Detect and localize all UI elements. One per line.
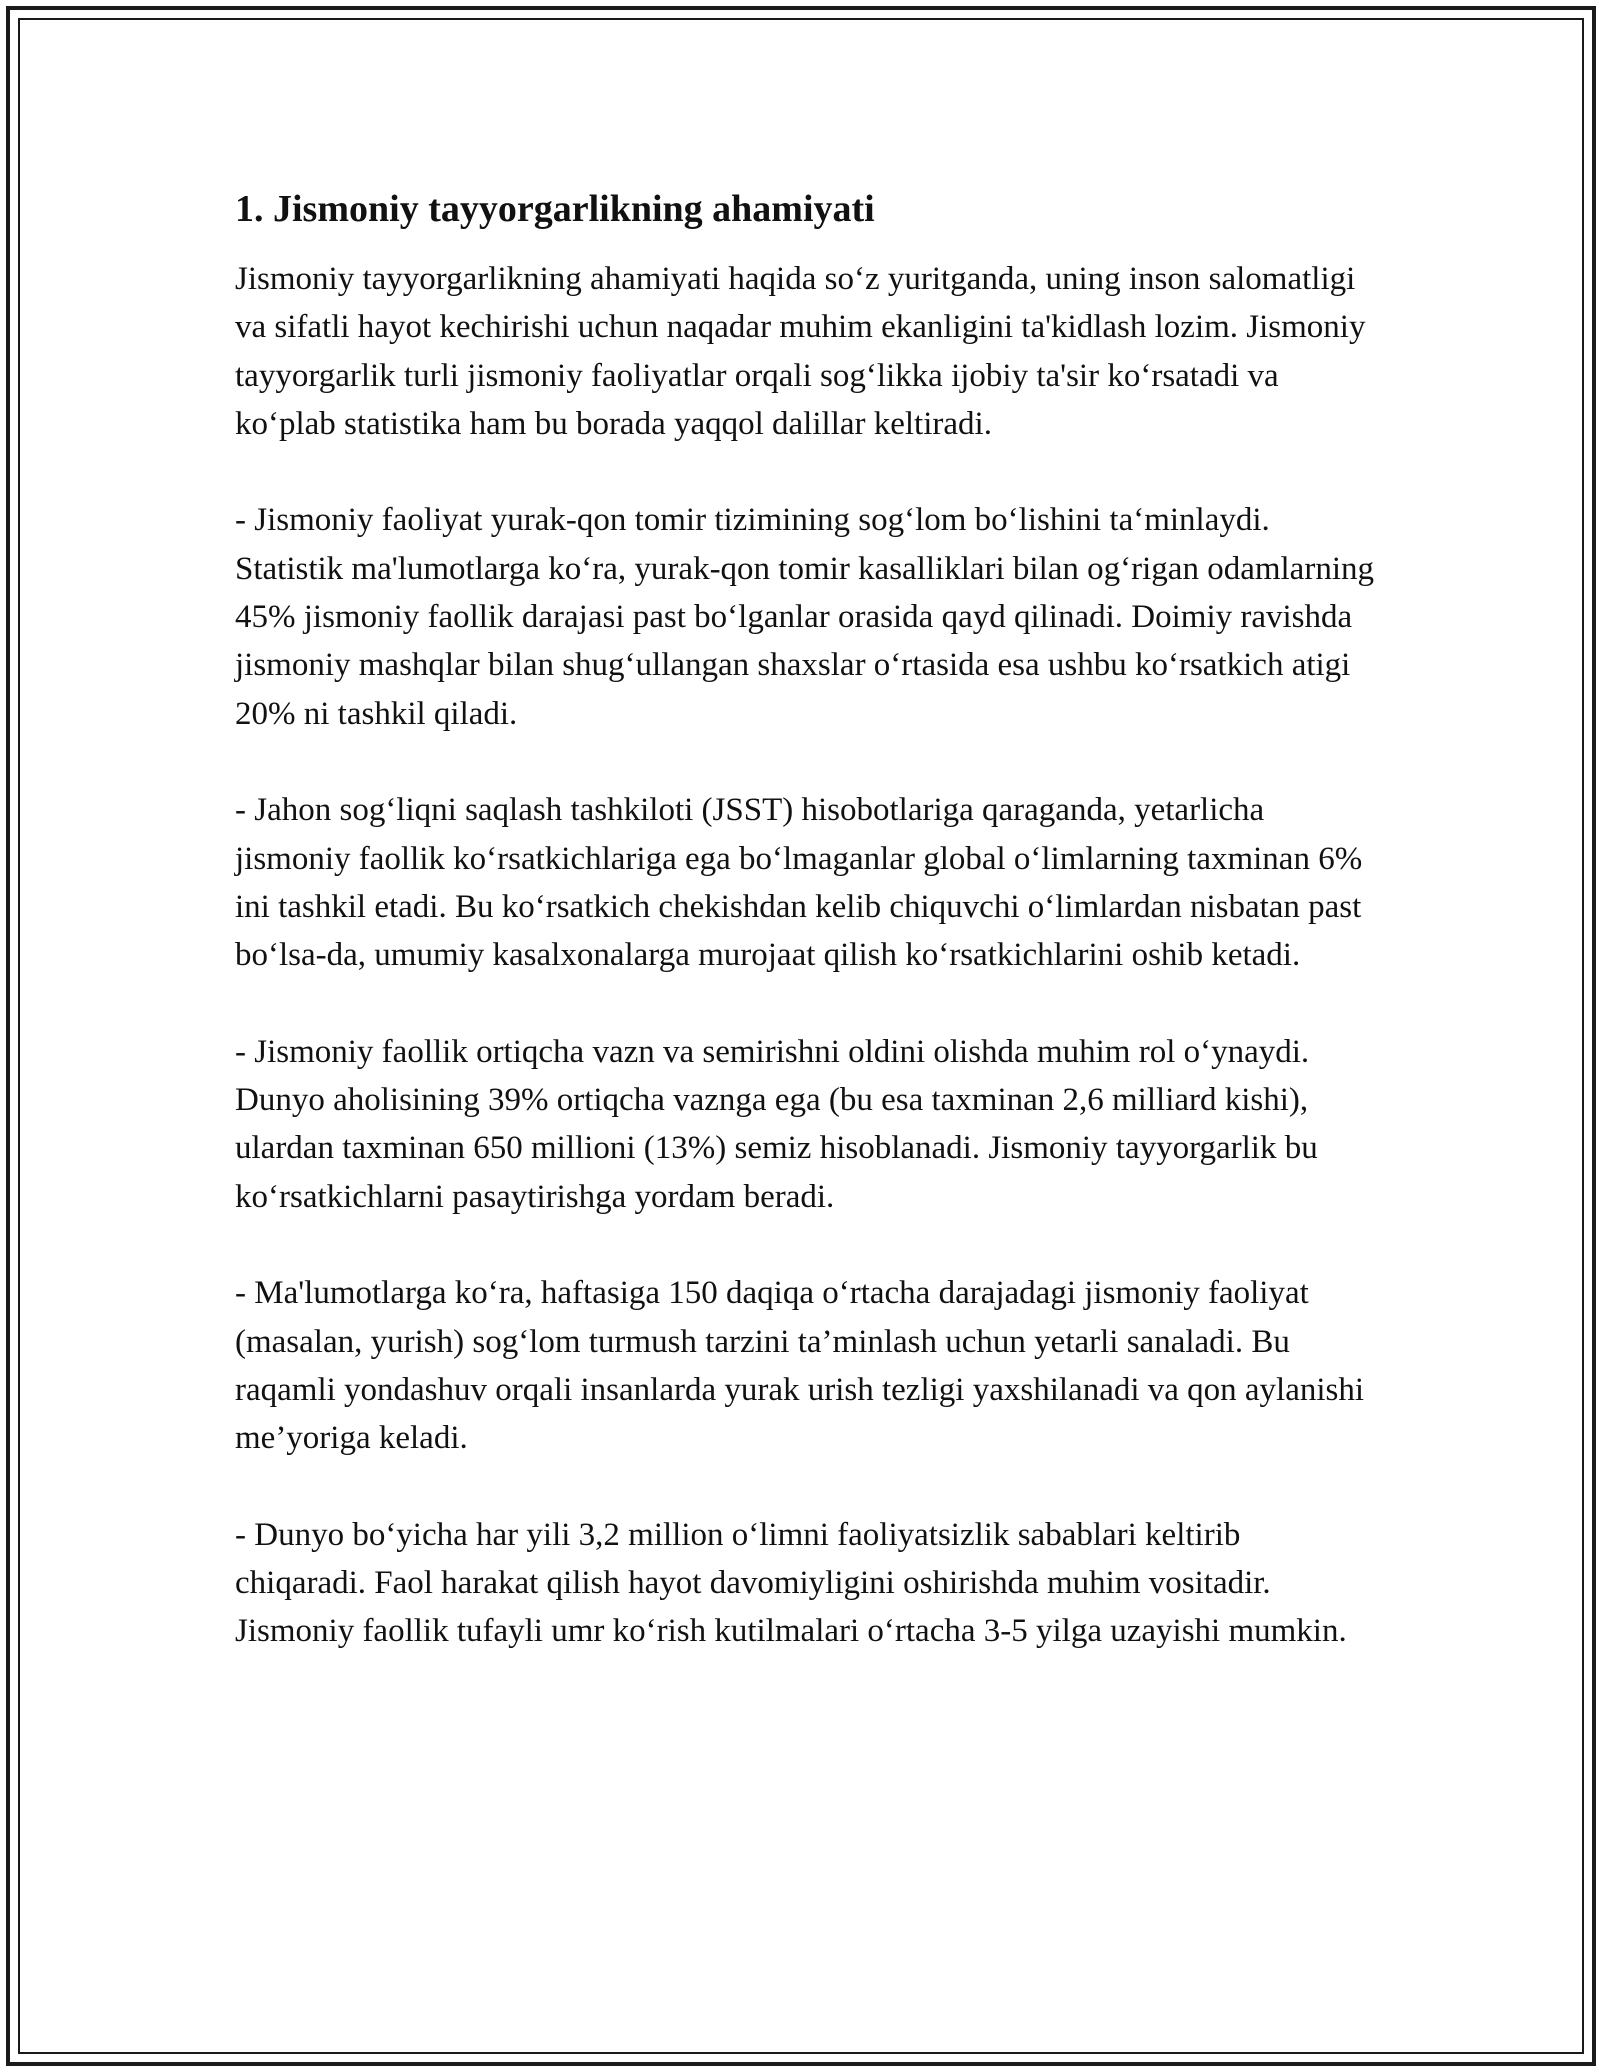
- paragraph-cardiovascular: - Jismoniy faoliyat yurak-qon tomir tizimining sogʻlom boʻlishini taʻminlaydi. Statistik ma'lumotlarga koʻra, yurak-qon tomir kasalliklari bilan ogʻrigan odamlarning 45% jismoniy faollik darajasi past boʻlganlar orasida qayd qilinadi. Doimiy ravishda jismoniy mashqlar bilan shugʻullangan shaxslar oʻrtasida esa ushbu koʻrsatkich atigi 20% ni tashkil qiladi.: [235, 502, 1374, 732]
- paragraph-weekly-activity: - Ma'lumotlarga koʻra, haftasiga 150 daqiqa oʻrtacha darajadagi jismoniy faoliyat (masalan, yurish) sogʻlom turmush tarzini ta’minlash uchun yetarli sanaladi. Bu raqamli yondashuv orqali insanlarda yurak urish tezligi yaxshilanadi va qon aylanishi me’yoriga keladi.: [235, 1275, 1365, 1457]
- document-body: [235, 185, 1375, 1656]
- section-heading: 1. Jismoniy tayyorgarlikning ahamiyati: [235, 188, 875, 230]
- paragraph-intro: Jismoniy tayyorgarlikning ahamiyati haqida soʻz yuritganda, uning inson salomatligi va sifatli hayot kechirishi uchun naqadar muhim ekanligini ta'kidlash lozim. Jismoniy tayyorgarlik turli jismoniy faoliyatlar orqali sogʻlikka ijobiy ta'sir koʻrsatadi va koʻplab statistika ham bu borada yaqqol dalillar keltiradi.: [235, 261, 1366, 442]
- paragraph-mortality: - Dunyo boʻyicha har yili 3,2 million oʻlimni faoliyatsizlik sabablari keltirib chiqaradi. Faol harakat qilish hayot davomiyligini oshirishda muhim vositadir. Jismoniy faollik tufayli umr koʻrish kutilmalari oʻrtacha 3-5 yilga uzayishi mumkin.: [235, 1516, 1347, 1650]
- paragraph-obesity: - Jismoniy faollik ortiqcha vazn va semirishni oldini olishda muhim rol oʻynaydi. Dunyo aholisining 39% ortiqcha vaznga ega (bu esa taxminan 2,6 milliard kishi), ulardan taxminan 650 millioni (13%) semiz hisoblanadi. Jismoniy tayyorgarlik bu koʻrsatkichlarni pasaytirishga yordam beradi.: [235, 1033, 1318, 1215]
- paragraph-who-report: - Jahon sogʻliqni saqlash tashkiloti (JSST) hisobotlariga qaraganda, yetarlicha jismoniy faollik koʻrsatkichlariga ega boʻlmaganlar global oʻlimlarning taxminan 6% ini tashkil etadi. Bu koʻrsatkich chekishdan kelib chiquvchi oʻlimlardan nisbatan past boʻlsa-da, umumiy kasalxonalarga murojaat qilish koʻrsatkichlarini oshib ketadi.: [235, 792, 1363, 974]
